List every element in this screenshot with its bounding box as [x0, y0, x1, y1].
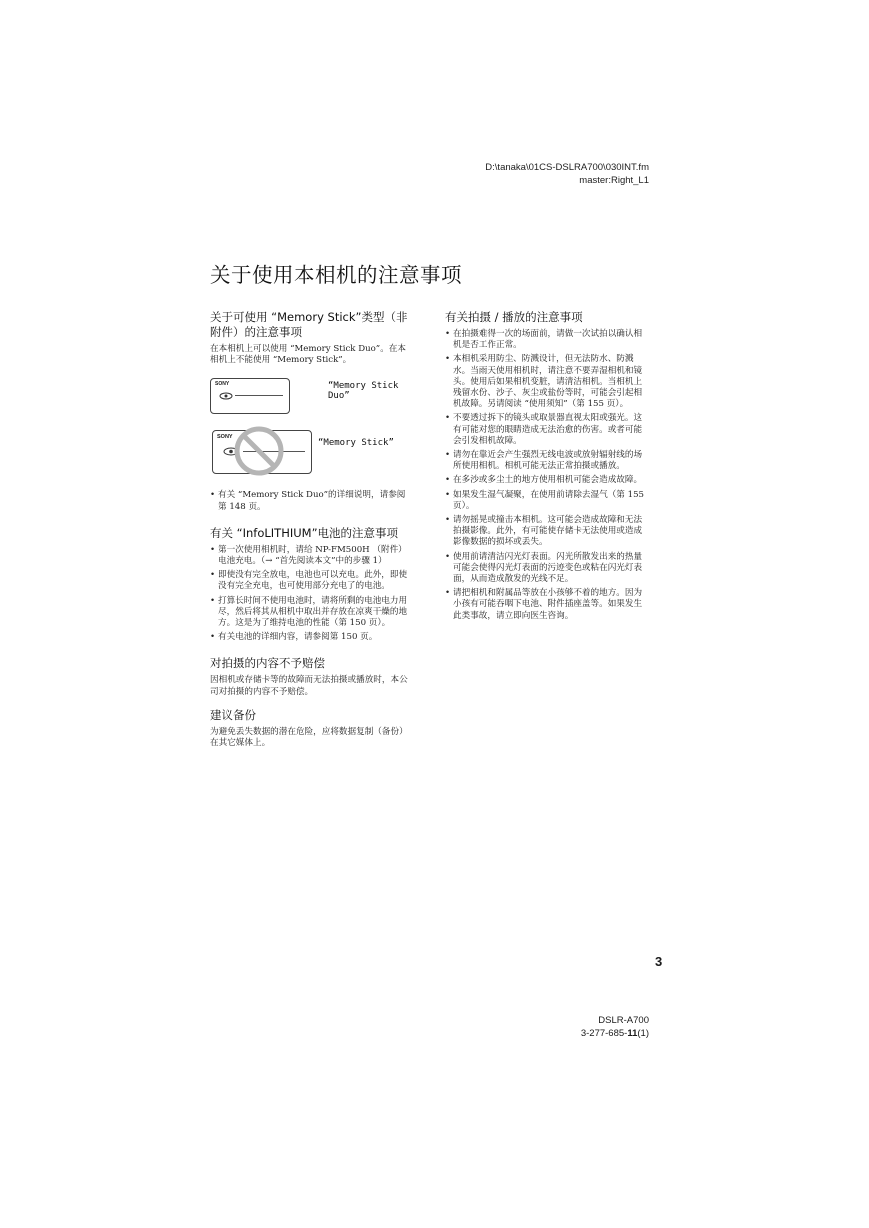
memory-stick-note-list: [210, 490, 413, 512]
list-item: • 本相机采用防尘、防溅设计，但无法防水、防溅水。当雨天使用相机时，请注意不要弄湿相机和镜头。使用后如果相机变脏，请清洁相机。当相机上残留水份、沙子、灰尘或盐份等时，可能会引起相机故障。另请阅读 “使用须知”（第 155 页）。: [445, 354, 650, 410]
header-master: master:Right_L1: [579, 175, 649, 186]
list-item: • 请把相机和附属品等放在小孩够不着的地方。因为小孩有可能吞咽下电池、附件插座盖等。如果发生此类事故，请立即向医生咨询。: [445, 588, 650, 622]
header-info: [485, 161, 649, 187]
list-item: • 在拍摄难得一次的场面前，请做一次试拍以确认相机是否工作正常。: [445, 329, 650, 351]
prohibited-icon: [232, 424, 286, 478]
left-column: [210, 310, 413, 749]
shooting-playback-list: [445, 329, 650, 622]
card-contact-strip: [235, 395, 283, 396]
footer-model: DSLR-A700: [598, 1015, 649, 1026]
list-item: • 如果发生湿气凝聚，在使用前请除去湿气（第 155 页）。: [445, 490, 650, 512]
footer-code-suffix: (1): [637, 1028, 649, 1039]
card-brand: SONY: [217, 434, 233, 441]
list-item: • 不要透过拆下的镜头或取景器直视太阳或强光。这有可能对您的眼睛造成无法治愈的伤害。或者可能会引发相机故障。: [445, 413, 650, 447]
footer-code-prefix: 3-277-685-: [580, 1028, 628, 1039]
battery-list: [210, 545, 413, 644]
list-item: • 请勿在靠近会产生强烈无线电波或放射辐射线的场所使用相机。相机可能无法正常拍摄或播放。: [445, 450, 650, 472]
memory-stick-body: 在本相机上可以使用 “Memory Stick Duo”。在本相机上不能使用 “Memory Stick”。: [210, 344, 406, 366]
header-path: D:\tanaka\01CS-DSLRA700\030INT.fm: [485, 162, 649, 173]
right-column: [445, 310, 650, 625]
memory-stick-duo-illustration: [210, 376, 413, 416]
backup-heading: 建议备份: [210, 707, 256, 722]
compensation-body: 因相机或存储卡等的故障而无法拍摄或播放时，本公司对拍摄的内容不予赔偿。: [210, 675, 408, 697]
memory-stick-duo-card: [210, 378, 290, 414]
footer-code-bold: 11: [627, 1028, 638, 1039]
list-item: • 在多沙或多尘土的地方使用相机可能会造成故障。: [445, 475, 650, 486]
memory-stick-duo-label: “Memory Stick Duo”: [328, 381, 399, 402]
battery-heading: 有关 “InfoLITHIUM”电池的注意事项: [210, 525, 399, 540]
memory-stick-label: “Memory Stick”: [318, 438, 394, 449]
backup-body: 为避免丢失数据的潜在危险，应将数据复制（备份）在其它媒体上。: [210, 726, 408, 749]
footer-info: [581, 1014, 649, 1040]
footer-code: [581, 1027, 649, 1040]
list-item: • 使用前请清洁闪光灯表面。闪光所散发出来的热量可能会使得闪光灯表面的污迹变色或粘在闪光灯表面，从而造成散发的光线不足。: [445, 552, 650, 586]
list-item: • 第一次使用相机时，请给 NP-FM500H （附件）电池充电。（→ “首先阅读本文”中的步骤 1）: [210, 545, 413, 567]
list-item: • 有关 “Memory Stick Duo”的详细说明，请参阅第 148 页。: [210, 490, 413, 512]
list-item: • 请勿摇晃或撞击本相机。这可能会造成故障和无法拍摄影像。此外，有可能使存储卡无法使用或造成影像数据的损坏或丢失。: [445, 515, 650, 549]
memory-stick-illustration: [210, 428, 413, 486]
list-item: • 有关电池的详细内容，请参阅第 150 页。: [210, 632, 413, 643]
memory-stick-heading: 关于可使用 “Memory Stick”类型（非附件）的注意事项: [210, 310, 408, 339]
eye-icon: [219, 392, 233, 400]
page-number: 3: [655, 954, 663, 969]
shooting-playback-heading: 有关拍摄 / 播放的注意事项: [445, 310, 583, 324]
page-title: 关于使用本相机的注意事项: [210, 263, 462, 287]
list-item: • 即使没有完全放电，电池也可以充电。此外，即使没有完全充电，也可使用部分充电了的电池。: [210, 570, 413, 592]
list-item: • 打算长时间不使用电池时，请将所剩的电池电力用尽，然后将其从相机中取出并存放在凉爽干燥的地方。这是为了维持电池的性能（第 150 页）。: [210, 596, 413, 630]
compensation-heading: 对拍摄的内容不予赔偿: [210, 656, 325, 671]
card-brand: SONY: [215, 381, 230, 388]
